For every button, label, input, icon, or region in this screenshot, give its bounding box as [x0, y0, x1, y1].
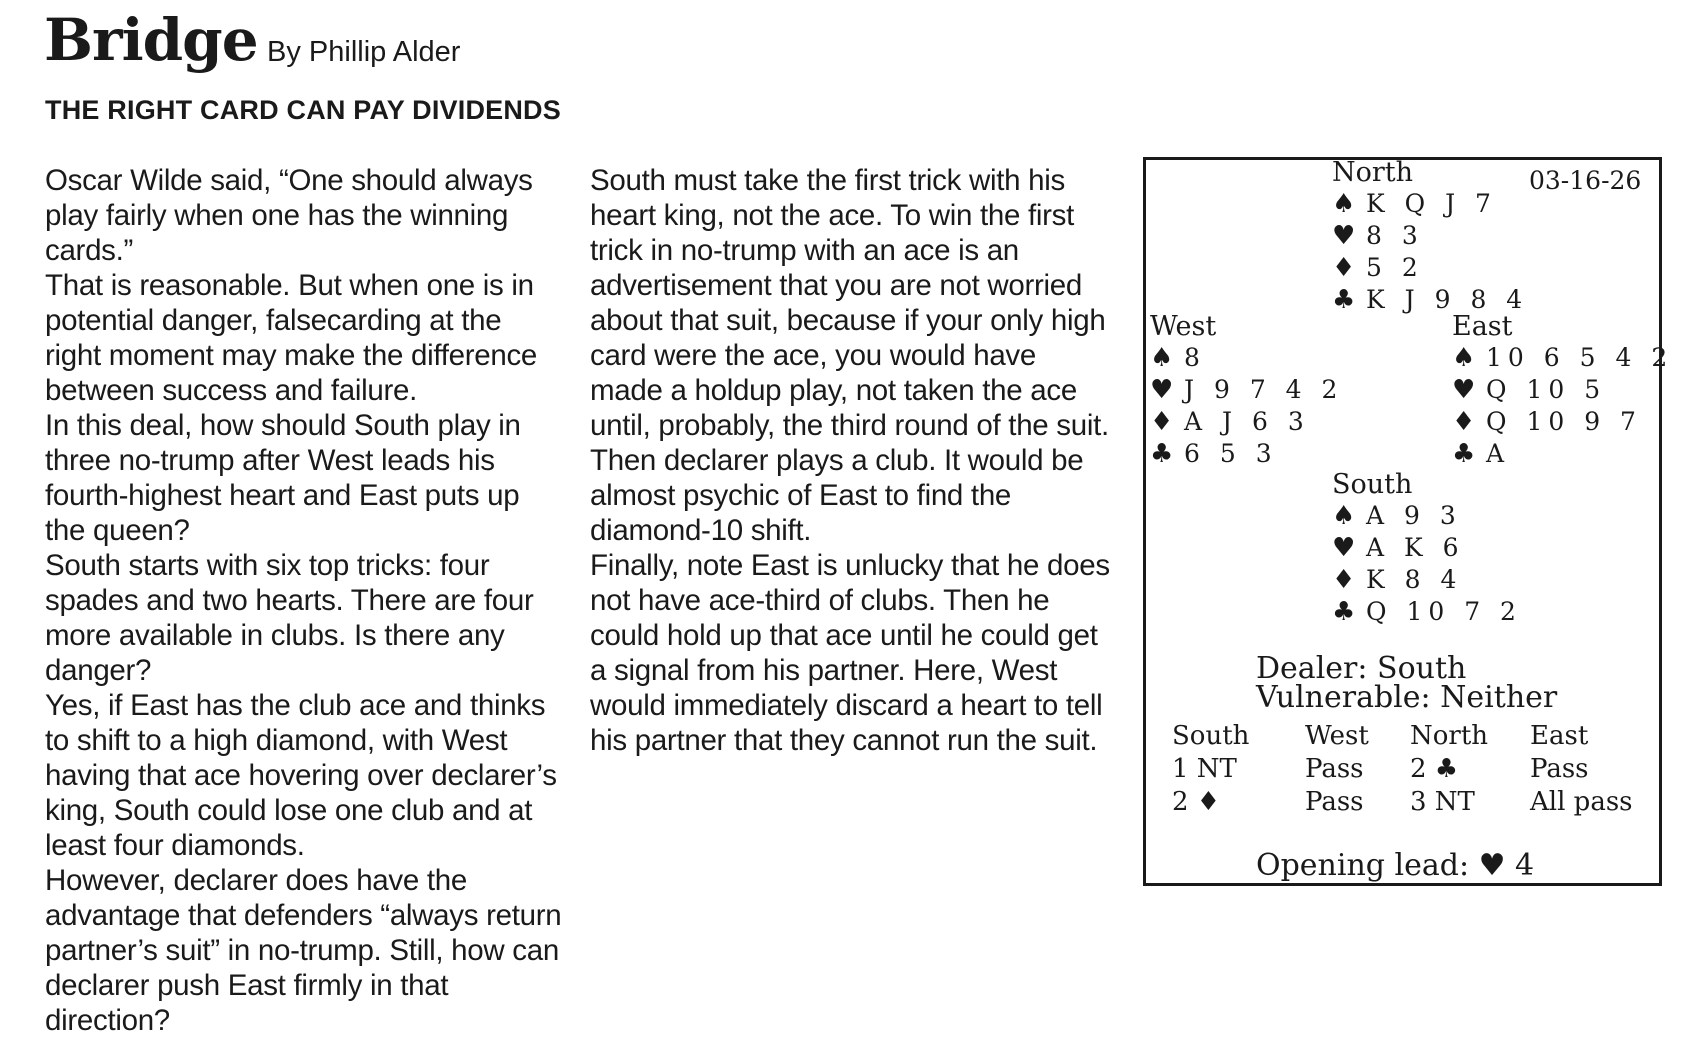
heart-cards: A K 6: [1366, 533, 1465, 562]
heart-cards: Q 10 5: [1486, 375, 1607, 404]
spade-icon: ♠: [1332, 501, 1356, 531]
article-paragraph: However, declarer does have the advantage that defenders “always return partner’s suit” in no-trump. Still, how can declarer push East firmly in that direction?: [45, 864, 562, 1037]
diamond-icon: ♦: [1332, 253, 1356, 283]
article-paragraph: That is reasonable. But when one is in potential danger, falsecarding at the right moment may make the difference between success and failure.: [45, 269, 538, 407]
club-cards: 6 5 3: [1184, 439, 1278, 468]
auction-header: West: [1305, 721, 1369, 751]
dealer-info: Dealer: South: [1256, 651, 1467, 686]
spade-cards: K Q J 7: [1366, 189, 1497, 218]
diamond-icon: ♦: [1452, 407, 1476, 437]
auction-header: East: [1530, 721, 1589, 751]
auction-bid: Pass: [1305, 754, 1364, 784]
auction-header: South: [1172, 721, 1250, 751]
spade-cards: 10 6 5 4 2: [1486, 343, 1674, 372]
west-hand: [1150, 312, 1343, 470]
deal-date: 03-16-26: [1529, 166, 1642, 195]
article-column-1: [45, 163, 565, 1038]
article-column-2: [590, 163, 1110, 758]
hand-name: North: [1332, 157, 1414, 188]
article-paragraph: Finally, note East is unlucky that he does not have ace-third of clubs. Then he could hold up that ace until he could get a signal from his partner. Here, West would immediately discard a heart to tell his partner that they cannot run the suit.: [590, 549, 1110, 757]
byline: By Phillip Alder: [267, 36, 461, 68]
auction-bid: 1 NT: [1172, 754, 1237, 784]
club-cards: K J 9 8 4: [1366, 285, 1529, 314]
diamond-cards: A J 6 3: [1184, 407, 1310, 436]
auction-bid: 2 ♣: [1410, 754, 1459, 784]
auction-table: [1172, 720, 1640, 819]
article-paragraph: South must take the first trick with his heart king, not the ace. To win the first trick in no-trump with an ace is an advertisement that you are not worried about that suit, because if your only high card were the ace, you would have made a holdup play, not taken the ace until, probably, the third round of the suit. Then declarer plays a club. It would be almost psychic of East to find the diamond-10 shift.: [590, 164, 1109, 547]
auction-row: [1172, 753, 1640, 786]
club-icon: ♣: [1150, 439, 1174, 469]
south-hand: [1332, 470, 1522, 628]
article-paragraph: South starts with six top tricks: four spades and two hearts. There are four more available in clubs. Is there any danger?: [45, 549, 534, 687]
diamond-cards: 5 2: [1366, 253, 1424, 282]
spade-cards: A 9 3: [1366, 501, 1462, 530]
headline: THE RIGHT CARD CAN PAY DIVIDENDS: [45, 95, 561, 125]
diamond-cards: Q 10 9 7: [1486, 407, 1642, 436]
club-cards: A: [1486, 439, 1511, 468]
heart-icon: ♥: [1150, 375, 1174, 405]
opening-lead: Opening lead: ♥ 4: [1256, 848, 1535, 883]
auction-header: North: [1410, 721, 1489, 751]
spade-icon: ♠: [1332, 189, 1356, 219]
heart-icon: ♥: [1332, 533, 1356, 563]
article-paragraph: Yes, if East has the club ace and thinks to shift to a high diamond, with West having that ace hovering over declarer’s king, South could lose one club and at least four diamonds.: [45, 689, 557, 862]
heart-icon: ♥: [1332, 221, 1356, 251]
heart-icon: ♥: [1452, 375, 1476, 405]
hand-name: South: [1332, 469, 1413, 500]
diamond-icon: ♦: [1150, 407, 1174, 437]
club-icon: ♣: [1332, 597, 1356, 627]
diamond-cards: K 8 4: [1366, 565, 1463, 594]
spade-icon: ♠: [1452, 343, 1476, 373]
auction-row: [1172, 786, 1640, 819]
auction-bid: 3 NT: [1410, 787, 1475, 817]
hand-name: East: [1452, 311, 1513, 342]
club-icon: ♣: [1332, 285, 1356, 315]
auction-bid: Pass: [1305, 787, 1364, 817]
diamond-icon: ♦: [1332, 565, 1356, 595]
heart-cards: J 9 7 4 2: [1184, 375, 1344, 404]
club-cards: Q 10 7 2: [1366, 597, 1522, 626]
east-hand: [1452, 312, 1673, 470]
auction-bid: 2 ♦: [1172, 787, 1221, 817]
heart-cards: 8 3: [1366, 221, 1424, 250]
north-hand: [1332, 158, 1528, 316]
vulnerability-info: Vulnerable: Neither: [1256, 680, 1558, 715]
spade-icon: ♠: [1150, 343, 1174, 373]
deal-diagram: [1143, 157, 1674, 886]
spade-cards: 8: [1184, 343, 1206, 372]
hand-name: West: [1150, 311, 1217, 342]
column-title: Bridge: [44, 6, 258, 74]
auction-bid: Pass: [1530, 754, 1589, 784]
club-icon: ♣: [1452, 439, 1476, 469]
article-paragraph: Oscar Wilde said, “One should always play fairly when one has the winning cards.”: [45, 164, 533, 267]
auction-bid: All pass: [1530, 787, 1633, 817]
article-paragraph: In this deal, how should South play in three no-trump after West leads his fourth-highest heart and East puts up the queen?: [45, 409, 521, 547]
auction-header-row: [1172, 720, 1640, 753]
